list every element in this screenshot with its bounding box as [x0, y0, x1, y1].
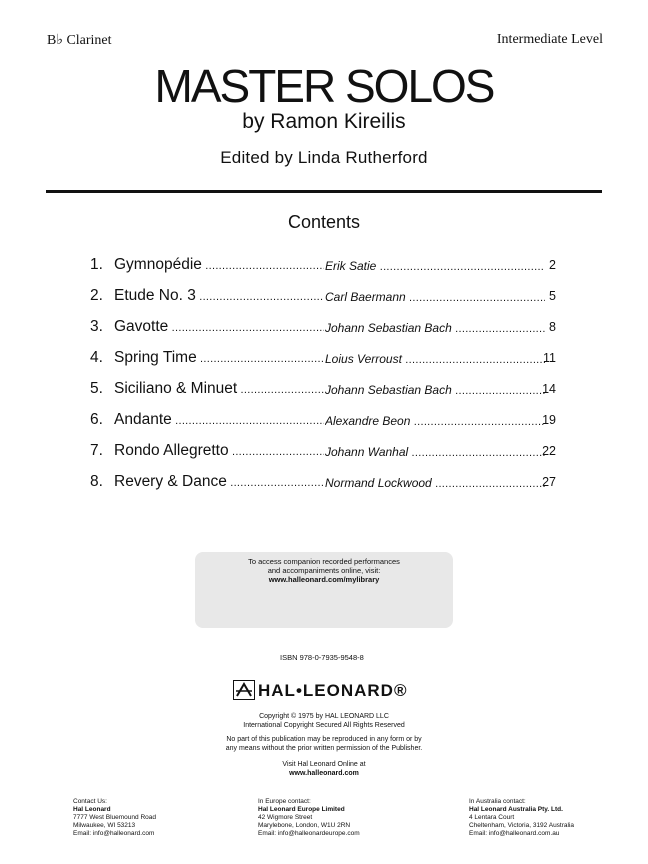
contact-address: Milwaukee, WI 53213	[73, 822, 136, 829]
toc-entry	[90, 254, 556, 278]
toc-number: 3.	[90, 318, 103, 335]
toc-page: 8	[549, 320, 556, 334]
access-text: and accompaniments online, visit:	[267, 566, 381, 575]
contents-heading: Contents	[287, 212, 361, 232]
contact-block-europe	[258, 798, 360, 838]
access-url-link[interactable]: www.halleonard.com/mylibrary	[268, 575, 380, 584]
contact-block-australia	[469, 798, 574, 838]
level-label: Intermediate Level	[496, 32, 603, 47]
toc-page: 11	[543, 351, 556, 365]
toc-page: 22	[542, 444, 556, 458]
toc-number: 2.	[90, 287, 103, 304]
toc-number: 4.	[90, 349, 103, 366]
contact-label: In Australia contact:	[469, 798, 526, 805]
contact-name: Hal Leonard Europe Limited	[258, 806, 345, 813]
toc-entry	[90, 471, 556, 495]
contact-block-us	[73, 798, 156, 838]
toc-number: 1.	[90, 256, 103, 273]
contact-label: In Europe contact:	[258, 798, 311, 805]
toc-composer: Alexandre Beon .....	[325, 414, 545, 428]
rights-notice: any means without the prior written permission of the Publisher.	[225, 745, 423, 752]
copyright-line: International Copyright Secured All Rights Reserved	[243, 722, 405, 729]
rights-notice: No part of this publication may be reproduced in any form or by	[226, 736, 422, 743]
toc-entry	[90, 440, 556, 464]
contact-email: Email: info@halleonard.com.au	[469, 830, 560, 837]
toc-title: Etude No. 3 .....	[114, 287, 324, 305]
contact-name: Hal Leonard Australia Pty. Ltd.	[469, 806, 563, 813]
contact-address: Marylebone, London, W1U 2RN	[258, 822, 351, 829]
toc-composer: Johann Sebastian Bach .....	[325, 321, 545, 335]
divider-rule	[46, 190, 602, 193]
toc-entry	[90, 347, 556, 371]
publisher-logo: HAL•LEONARD®	[258, 681, 408, 700]
toc-title: Andante .....	[114, 411, 324, 429]
copyright-line: Copyright © 1975 by HAL LEONARD LLC	[259, 713, 389, 720]
toc-composer: Normand Lockwood .....	[325, 476, 545, 490]
toc-composer: Carl Baermann .....	[325, 290, 545, 304]
toc-title: Spring Time .....	[114, 349, 324, 367]
toc-title: Gavotte .....	[114, 318, 324, 336]
toc-page: 5	[549, 289, 556, 303]
online-access-box	[195, 552, 453, 628]
visit-text: Visit Hal Leonard Online at	[282, 761, 366, 768]
contact-label: Contact Us:	[73, 798, 107, 805]
contact-name: Hal Leonard	[73, 806, 111, 813]
toc-page: 14	[542, 382, 556, 396]
hal-leonard-logo-icon	[233, 680, 255, 700]
toc-number: 5.	[90, 380, 103, 397]
toc-entry	[90, 409, 556, 433]
toc-number: 6.	[90, 411, 103, 428]
contact-address: 4 Lentara Court	[469, 814, 515, 821]
toc-page: 27	[542, 475, 556, 489]
instrument-label: B♭ Clarinet	[47, 33, 112, 48]
website-link[interactable]: www.halleonard.com	[289, 770, 359, 777]
toc-title: Rondo Allegretto .....	[114, 442, 324, 460]
book-title: MASTER SOLOS	[154, 60, 494, 112]
toc-title: Revery & Dance .....	[114, 473, 324, 491]
toc-number: 8.	[90, 473, 103, 490]
contact-address: 42 Wigmore Street	[258, 814, 313, 821]
toc-page: 19	[542, 413, 556, 427]
toc-title: Siciliano & Minuet .....	[114, 380, 324, 398]
isbn: ISBN 978-0-7935-9548-8	[280, 653, 364, 662]
toc-title: Gymnopédie .....	[114, 256, 324, 274]
access-text: To access companion recorded performances	[248, 557, 400, 566]
contact-email: Email: info@halleonardeurope.com	[258, 830, 360, 837]
author-byline: by Ramon Kireilis	[242, 110, 406, 133]
toc-composer: Loius Verroust .....	[325, 352, 545, 366]
editor-credit: Edited by Linda Rutherford	[220, 148, 428, 167]
toc-number: 7.	[90, 442, 103, 459]
contact-address: 7777 West Bluemound Road	[73, 814, 156, 821]
toc-composer: Johann Sebastian Bach .....	[325, 383, 545, 397]
contact-address: Cheltenham, Victoria, 3192 Australia	[469, 822, 575, 829]
contact-email: Email: info@halleonard.com	[73, 830, 155, 837]
toc-composer: Johann Wanhal .....	[325, 445, 545, 459]
toc-entry	[90, 285, 556, 309]
toc-page: 2	[549, 258, 556, 272]
toc-composer: Erik Satie .....	[325, 259, 545, 273]
toc-entry	[90, 316, 556, 340]
toc-entry	[90, 378, 556, 402]
